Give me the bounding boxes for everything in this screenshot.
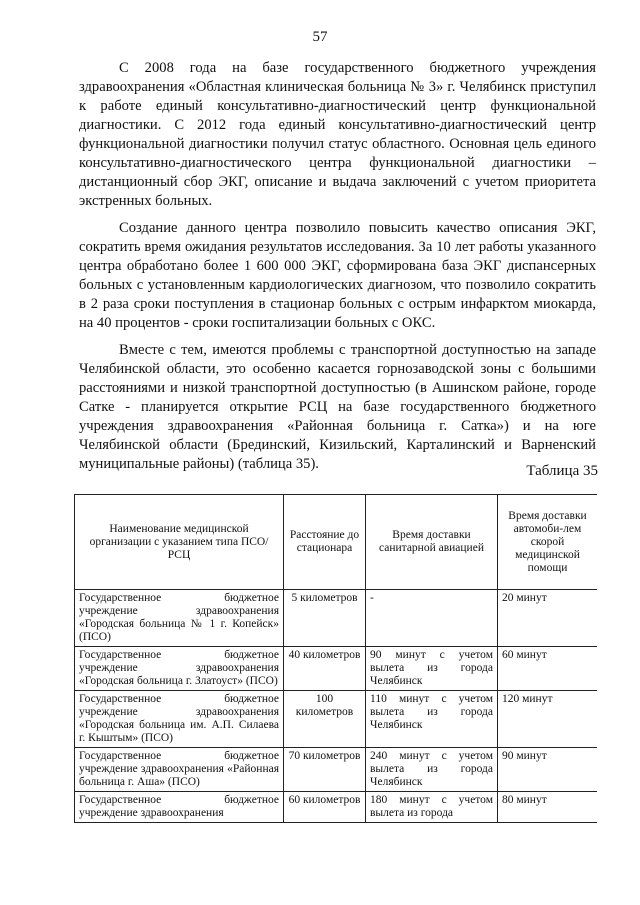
header-car-ambulance-time: Время доставки автомоби-лем скорой медицинской помощи xyxy=(498,495,598,590)
cell-distance: 40 километров xyxy=(284,647,366,691)
table-caption: Таблица 35 xyxy=(526,463,598,479)
cell-distance: 60 километров xyxy=(284,792,366,823)
header-distance: Расстояние до стационара xyxy=(284,495,366,590)
cell-distance: 5 километров xyxy=(284,590,366,647)
cell-car-time: 80 минут xyxy=(498,792,598,823)
table-row xyxy=(75,691,598,748)
cell-air-time: 240 минут с учетом вылета из города Челябинск xyxy=(366,748,498,792)
cell-distance: 70 километров xyxy=(284,748,366,792)
body-text xyxy=(79,59,596,482)
cell-air-time: 110 минут с учетом вылета из города Челябинск xyxy=(366,691,498,748)
page-number: 57 xyxy=(312,29,328,45)
table-row xyxy=(75,590,598,647)
header-organization: Наименование медицинской организации с указанием типа ПСО/РСЦ xyxy=(75,495,284,590)
table-header-row xyxy=(75,495,598,590)
table-row xyxy=(75,748,598,792)
cell-air-time: 90 минут с учетом вылета из города Челябинск xyxy=(366,647,498,691)
cell-air-time: 180 минут с учетом вылета из города xyxy=(366,792,498,823)
cell-organization: Государственное бюджетное учреждение здравоохранения «Городская больница г. Златоуст» (ПСО) xyxy=(75,647,284,691)
cell-car-time: 120 минут xyxy=(498,691,598,748)
cell-organization: Государственное бюджетное учреждение здравоохранения «Районная больница г. Аша» (ПСО) xyxy=(75,748,284,792)
header-air-ambulance-time: Время доставки санитарной авиацией xyxy=(366,495,498,590)
paragraph: Вместе с тем, имеются проблемы с транспортной доступностью на западе Челябинской области, это особенно касается горнозаводской зоны с большими расстояниями и низкой транспортной доступностью (в Ашинском районе, городе Сатке - планируется открытие РСЦ на базе государственного бюджетного учреждения здравоохранения «Районная больница г. Сатка») и на юге Челябинской области (Брединский, Кизильский, Карталинский и Варненский муниципальные районы) (таблица 35). xyxy=(79,342,596,472)
cell-distance: 100 километров xyxy=(284,691,366,748)
cell-car-time: 90 минут xyxy=(498,748,598,792)
cell-car-time: 20 минут xyxy=(498,590,598,647)
table-container xyxy=(74,494,597,859)
paragraph: Создание данного центра позволило повысить качество описания ЭКГ, сократить время ожидания результатов исследования. За 10 лет работы указанного центра обработано более 1 600 000 ЭКГ, сформирована база ЭКГ диспансерных больных с установленным кардиологических диагнозом, что позволило сократить в 2 раза сроки поступления в стационар больных с острым инфарктом миокарда, на 40 процентов - сроки госпитализации больных с ОКС. xyxy=(79,220,596,331)
table-row xyxy=(75,792,598,823)
cell-organization: Государственное бюджетное учреждение здравоохранения xyxy=(75,792,284,823)
cell-air-time: - xyxy=(366,590,498,647)
cell-organization: Государственное бюджетное учреждение здравоохранения «Городская больница № 1 г. Копейск» (ПСО) xyxy=(75,590,284,647)
cell-organization: Государственное бюджетное учреждение здравоохранения «Городская больница им. А.П. Силаева г. Кыштым» (ПСО) xyxy=(75,691,284,748)
cell-car-time: 60 минут xyxy=(498,647,598,691)
paragraph: С 2008 года на базе государственного бюджетного учреждения здравоохранения «Областная клиническая больница № 3» г. Челябинск приступил к работе единый консультативно-диагностический центр функциональной диагностики. С 2012 года единый консультативно-диагностический центр функциональной диагностики получил статус областного. Основная цель единого консультативно-диагностического центра функциональной диагностики – дистанционный сбор ЭКГ, описание и выдача заключений с учетом приоритета экстренных больных. xyxy=(79,60,596,209)
table-row xyxy=(75,647,598,691)
hospital-distance-table xyxy=(74,494,597,823)
